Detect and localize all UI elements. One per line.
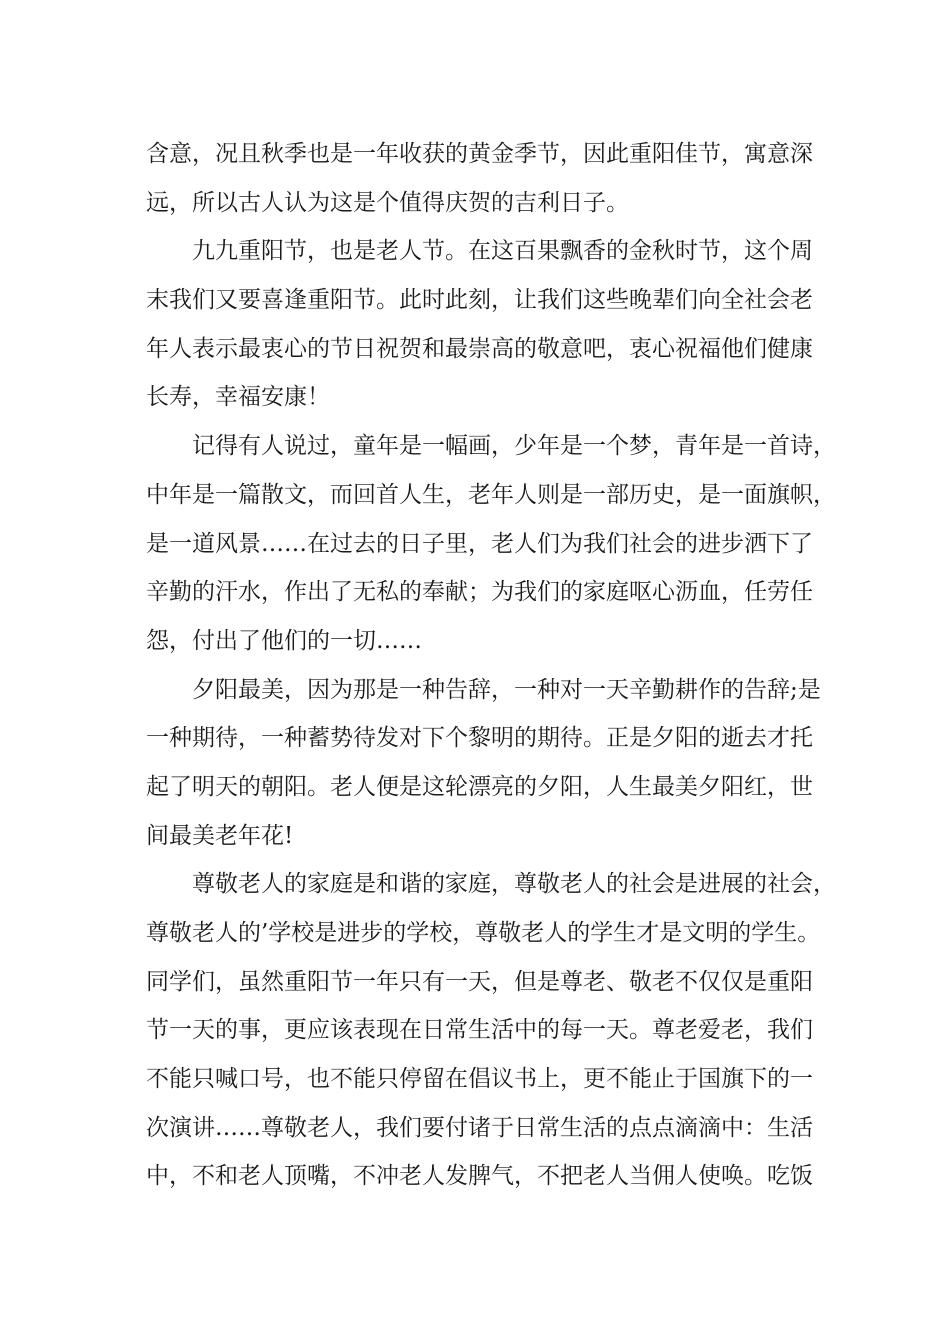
text-line: 间最美老年花! bbox=[146, 822, 294, 849]
text-line: 同学们，虽然重阳节一年只有一天，但是尊老、敬老不仅仅是重阳 bbox=[146, 968, 813, 995]
text-line: 记得有人说过，童年是一幅画，少年是一个梦，青年是一首诗， bbox=[192, 433, 836, 460]
text-line: 长寿，幸福安康！ bbox=[146, 384, 330, 411]
text-line: 中，不和老人顶嘴，不冲老人发脾气，不把老人当佣人使唤。吃饭 bbox=[146, 1163, 813, 1190]
text-line: 九九重阳节，也是老人节。在这百果飘香的金秋时节，这个周 bbox=[192, 238, 813, 265]
text-line: 辛勤的汗水，作出了无私的奉献；为我们的家庭呕心沥血，任劳任 bbox=[146, 579, 813, 606]
text-line: 怨，付出了他们的一切…… bbox=[146, 627, 422, 654]
text-line: 远，所以古人认为这是个值得庆贺的吉利日子。 bbox=[146, 189, 629, 216]
text-line: 末我们又要喜逢重阳节。此时此刻，让我们这些晚辈们向全社会老 bbox=[146, 287, 813, 314]
text-line: 是一道风景……在过去的日子里，老人们为我们社会的进步洒下了 bbox=[146, 530, 813, 557]
document-body bbox=[146, 130, 836, 1201]
text-line: 夕阳最美，因为那是一种告辞，一种对一天辛勤耕作的告辞;是 bbox=[192, 676, 821, 703]
text-line: 年人表示最衷心的节日祝贺和最崇高的敬意吧，衷心祝福他们健康 bbox=[146, 335, 813, 362]
text-line: 次演讲……尊敬老人，我们要付诸于日常生活的点点滴滴中：生活 bbox=[146, 1114, 813, 1141]
text-line: 尊敬老人的’学校是进步的学校，尊敬老人的学生才是文明的学生。 bbox=[146, 920, 821, 946]
text-line: 节一天的事，更应该表现在日常生活中的每一天。尊老爱老，我们 bbox=[146, 1017, 813, 1044]
text-line: 含意，况且秋季也是一年收获的黄金季节，因此重阳佳节，寓意深 bbox=[146, 141, 813, 167]
text-line: 一种期待，一种蓄势待发对下个黎明的期待。正是夕阳的逝去才托 bbox=[146, 725, 813, 752]
text-line: 起了明天的朝阳。老人便是这轮漂亮的夕阳，人生最美夕阳红，世 bbox=[146, 773, 813, 800]
text-line: 尊敬老人的家庭是和谐的家庭，尊敬老人的社会是进展的社会， bbox=[192, 871, 836, 898]
text-line: 中年是一篇散文，而回首人生，老年人则是一部历史，是一面旗帜， bbox=[146, 481, 836, 508]
text-line: 不能只喊口号，也不能只停留在倡议书上，更不能止于国旗下的一 bbox=[146, 1066, 813, 1093]
